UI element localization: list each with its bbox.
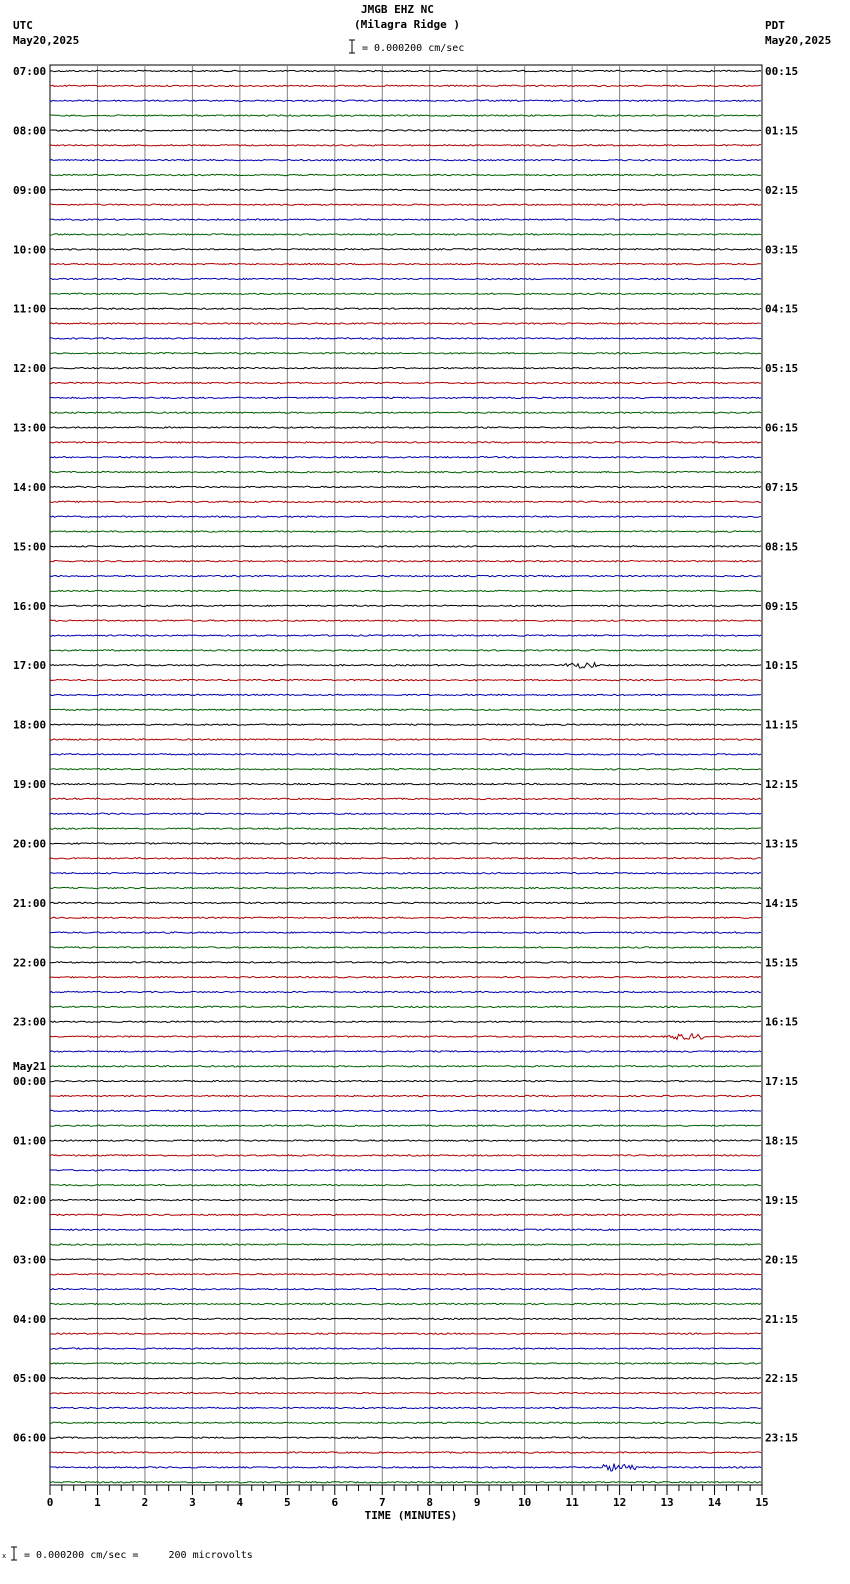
trace-line: [50, 382, 761, 383]
trace-line: [50, 1318, 761, 1319]
trace-line: [50, 1303, 761, 1304]
trace-line: [50, 308, 761, 309]
utc-hour-label: 11:00: [13, 302, 47, 316]
pdt-hour-label: 20:15: [765, 1253, 799, 1267]
trace-line: [50, 754, 761, 755]
scale-text: = 0.000200 cm/sec: [362, 43, 465, 54]
footer-scale-text: = 0.000200 cm/sec = 200 microvolts: [24, 1550, 253, 1561]
left-date: May20,2025: [13, 34, 80, 47]
date-change-label: May21: [13, 1060, 47, 1074]
pdt-hour-label: 11:15: [765, 718, 799, 732]
trace-line: [50, 976, 761, 977]
trace-line: [50, 516, 761, 517]
trace-line: [50, 1407, 761, 1408]
footer-scale-icon: [2, 1546, 18, 1561]
trace-line: [50, 1155, 761, 1156]
trace-line: [50, 991, 761, 992]
trace-line: [50, 412, 761, 413]
trace-line: [50, 278, 761, 279]
utc-hour-label: 07:00: [13, 65, 47, 78]
trace-line: [50, 174, 761, 175]
trace-line: [50, 323, 761, 324]
trace-line: [50, 1051, 761, 1052]
x-tick-label: 15: [755, 1496, 769, 1509]
trace-line: [50, 575, 761, 576]
utc-hour-label: 22:00: [13, 956, 47, 970]
pdt-hour-label: 21:15: [765, 1312, 799, 1326]
trace-line: [50, 1184, 761, 1185]
trace-line: [50, 709, 761, 710]
pdt-hour-label: 16:15: [765, 1015, 799, 1029]
utc-hour-label: 05:00: [13, 1372, 47, 1386]
pdt-hour-label: 04:15: [765, 302, 799, 316]
trace-line: [50, 1437, 761, 1438]
trace-line: [50, 1333, 761, 1334]
x-tick-label: 12: [612, 1496, 627, 1509]
utc-hour-label: 06:00: [13, 1431, 47, 1445]
trace-line: [50, 427, 761, 428]
trace-line: [50, 100, 761, 101]
trace-line: [50, 219, 761, 220]
x-tick-label: 9: [473, 1496, 481, 1509]
x-tick-label: 8: [426, 1496, 434, 1509]
trace-line: [50, 605, 761, 606]
utc-hour-label: 13:00: [13, 421, 47, 435]
trace-line: [50, 1452, 761, 1453]
x-axis-label: TIME (MINUTES): [364, 1509, 458, 1522]
trace-line: [50, 1034, 761, 1040]
trace-line: [50, 1214, 761, 1215]
pdt-hour-label: 01:15: [765, 124, 799, 138]
utc-hour-label: 09:00: [13, 183, 47, 197]
trace-line: [50, 828, 761, 829]
trace-line: [50, 397, 761, 398]
trace-line: [50, 367, 761, 368]
right-timezone: PDT: [765, 19, 785, 32]
trace-line: [50, 1140, 761, 1141]
trace-line: [50, 85, 761, 86]
trace-line: [50, 663, 761, 668]
pdt-hour-label: 03:15: [765, 243, 799, 257]
utc-hour-label: 15:00: [13, 540, 47, 554]
trace-line: [50, 1274, 761, 1275]
pdt-hour-label: 23:15: [765, 1431, 799, 1445]
utc-hour-label: 04:00: [13, 1312, 47, 1326]
pdt-hour-label: 00:15: [765, 65, 799, 78]
utc-hour-label: 10:00: [13, 243, 47, 257]
utc-hour-label: 00:00: [13, 1075, 47, 1089]
trace-line: [50, 1422, 761, 1423]
utc-hour-label: 08:00: [13, 124, 47, 138]
trace-line: [50, 679, 761, 680]
trace-line: [50, 442, 761, 443]
trace-line: [50, 1170, 761, 1171]
trace-line: [50, 858, 761, 859]
trace-line: [50, 590, 761, 591]
trace-line: [50, 145, 761, 146]
trace-line: [50, 338, 761, 339]
trace-line: [50, 872, 761, 873]
trace-line: [50, 70, 761, 71]
utc-hour-label: 03:00: [13, 1253, 47, 1267]
pdt-hour-label: 19:15: [765, 1193, 799, 1207]
utc-hour-label: 19:00: [13, 778, 47, 792]
trace-line: [50, 234, 761, 235]
trace-line: [50, 843, 761, 844]
trace-line: [50, 561, 761, 562]
trace-line: [50, 962, 761, 963]
trace-line: [50, 1125, 761, 1126]
x-tick-label: 5: [284, 1496, 291, 1509]
trace-line: [50, 1363, 761, 1364]
trace-line: [50, 932, 761, 933]
trace-line: [50, 1066, 761, 1067]
trace-line: [50, 204, 761, 205]
trace-line: [50, 902, 761, 903]
pdt-hour-label: 12:15: [765, 778, 799, 792]
utc-hour-label: 14:00: [13, 480, 47, 494]
pdt-hour-label: 08:15: [765, 540, 799, 554]
trace-line: [50, 798, 761, 799]
trace-line: [50, 783, 761, 784]
trace-line: [50, 1288, 761, 1289]
svg-text:x: x: [2, 1552, 7, 1560]
utc-hour-label: 01:00: [13, 1134, 47, 1148]
plot-frame: [50, 65, 762, 1485]
trace-line: [50, 189, 761, 190]
trace-line: [50, 1464, 761, 1472]
trace-line: [50, 1229, 761, 1230]
trace-line: [50, 471, 761, 472]
trace-line: [50, 115, 761, 116]
trace-line: [50, 249, 761, 250]
trace-line: [50, 768, 761, 769]
x-tick-label: 10: [518, 1496, 532, 1509]
trace-line: [50, 1095, 761, 1096]
station-title: JMGB EHZ NC: [361, 3, 434, 16]
pdt-hour-label: 13:15: [765, 837, 799, 851]
trace-line: [50, 1199, 761, 1200]
trace-line: [50, 947, 761, 948]
trace-line: [50, 650, 761, 651]
utc-hour-label: 02:00: [13, 1193, 47, 1207]
trace-line: [50, 1244, 761, 1245]
utc-hour-label: 23:00: [13, 1015, 47, 1029]
x-tick-label: 14: [707, 1496, 722, 1509]
utc-hour-label: 21:00: [13, 896, 47, 910]
x-tick-label: 6: [331, 1496, 339, 1509]
trace-line: [50, 1348, 761, 1349]
trace-line: [50, 1378, 761, 1379]
trace-line: [50, 694, 761, 695]
pdt-hour-label: 14:15: [765, 896, 799, 910]
trace-line: [50, 1259, 761, 1260]
trace-line: [50, 159, 761, 160]
trace-line: [50, 293, 761, 294]
site-name: (Milagra Ridge ): [354, 18, 460, 31]
right-date: May20,2025: [765, 34, 832, 47]
x-tick-label: 1: [94, 1496, 101, 1509]
trace-line: [50, 1392, 761, 1393]
pdt-hour-label: 02:15: [765, 183, 799, 197]
trace-line: [50, 635, 761, 636]
utc-hour-label: 18:00: [13, 718, 47, 732]
x-tick-label: 2: [141, 1496, 149, 1509]
left-timezone: UTC: [13, 19, 33, 32]
utc-hour-label: 12:00: [13, 362, 47, 376]
pdt-hour-label: 15:15: [765, 956, 799, 970]
pdt-hour-label: 07:15: [765, 480, 799, 494]
utc-hour-label: 17:00: [13, 659, 47, 673]
trace-line: [50, 353, 761, 354]
trace-line: [50, 620, 761, 621]
trace-line: [50, 546, 761, 547]
pdt-hour-label: 09:15: [765, 599, 799, 613]
x-tick-label: 3: [189, 1496, 196, 1509]
trace-line: [50, 887, 761, 888]
x-tick-label: 11: [565, 1496, 579, 1509]
trace-line: [50, 1110, 761, 1111]
trace-line: [50, 1006, 761, 1007]
utc-hour-label: 20:00: [13, 837, 47, 851]
trace-line: [50, 130, 761, 131]
trace-line: [50, 739, 761, 740]
pdt-hour-label: 05:15: [765, 362, 799, 376]
trace-line: [50, 531, 761, 532]
x-tick-label: 4: [236, 1496, 244, 1509]
pdt-hour-label: 17:15: [765, 1075, 799, 1089]
trace-line: [50, 501, 761, 502]
trace-line: [50, 457, 761, 458]
pdt-hour-label: 22:15: [765, 1372, 799, 1386]
pdt-hour-label: 18:15: [765, 1134, 799, 1148]
trace-line: [50, 486, 761, 487]
trace-line: [50, 1080, 761, 1081]
x-tick-label: 7: [378, 1496, 386, 1509]
trace-line: [50, 1482, 761, 1483]
pdt-hour-label: 10:15: [765, 659, 799, 673]
x-tick-label: 13: [660, 1496, 674, 1509]
trace-line: [50, 1021, 761, 1022]
trace-line: [50, 724, 761, 725]
trace-line: [50, 917, 761, 918]
trace-line: [50, 263, 761, 264]
x-tick-label: 0: [46, 1496, 54, 1509]
utc-hour-label: 16:00: [13, 599, 47, 613]
trace-line: [50, 813, 761, 814]
pdt-hour-label: 06:15: [765, 421, 799, 435]
